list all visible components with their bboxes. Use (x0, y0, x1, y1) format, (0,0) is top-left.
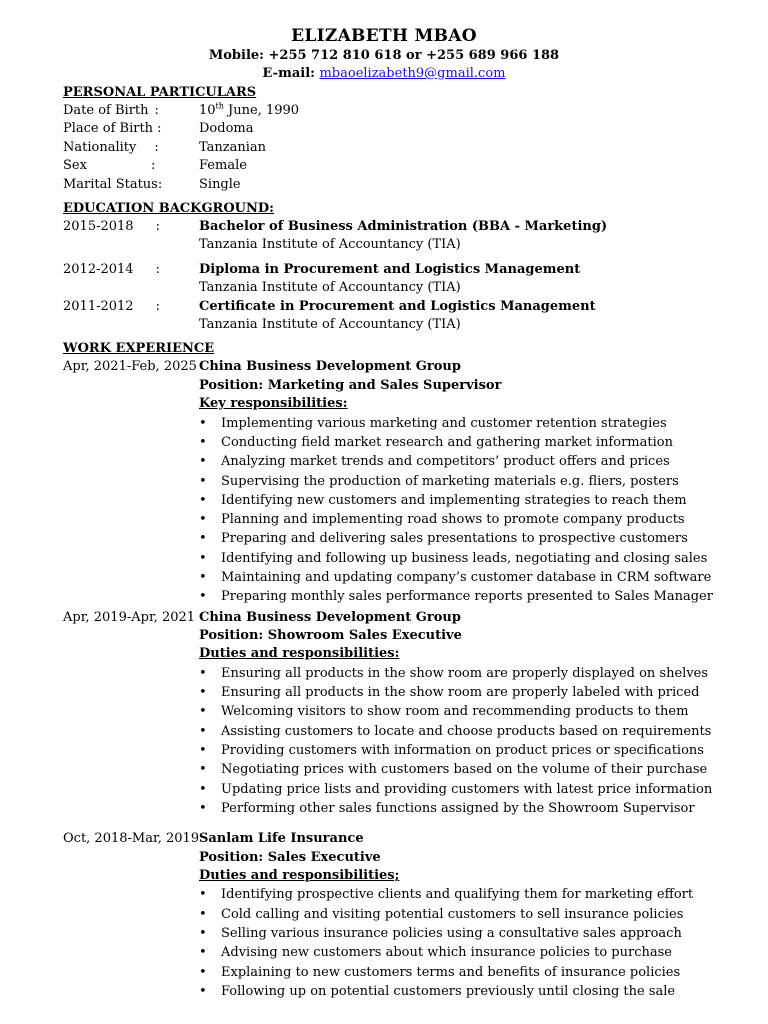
colon: : (150, 158, 156, 174)
education-years: 2015-2018 (63, 219, 134, 235)
job-company: China Business Development Group (199, 609, 461, 625)
job-period: Apr, 2021-Feb, 2025 (63, 359, 197, 375)
sex-label: Sex (63, 158, 87, 174)
email-link[interactable]: mbaoelizabeth9@gmail.com (319, 66, 506, 81)
education-heading: EDUCATION BACKGROUND: (63, 201, 274, 217)
education-title: Diploma in Procurement and Logistics Management (199, 261, 581, 277)
list-item: • Preparing monthly sales performance reports presented to Sales Manager (199, 587, 713, 606)
list-item: • Ensuring all products in the show room are properly labeled with priced (199, 683, 713, 702)
list-item: • Explaining to new customers terms and benefits of insurance policies (199, 963, 713, 982)
nationality-label: Nationality (63, 139, 137, 155)
responsibilities-heading: Duties and responsibilities; (199, 868, 400, 884)
mobile-line (0, 47, 768, 65)
job-position: Position: Showroom Sales Executive (199, 628, 462, 644)
candidate-name: ELIZABETH MBAO (291, 26, 477, 46)
colon: : (155, 298, 160, 314)
pob-label: Place of Birth (63, 121, 154, 137)
job-entry (63, 609, 713, 819)
personal-row-sex (63, 157, 713, 175)
responsibilities-heading: Key responsibilities: (199, 396, 348, 412)
job-company: Sanlam Life Insurance (199, 831, 364, 847)
colon: : (154, 139, 159, 155)
responsibilities-list (63, 664, 713, 818)
list-item: • Cold calling and visiting potential customers to sell insurance policies (199, 905, 713, 924)
education-years: 2012-2014 (63, 261, 134, 277)
list-item: • Assisting customers to locate and choose products based on requirements (199, 722, 713, 741)
list-item: • Welcoming visitors to show room and recommending products to them (199, 702, 713, 721)
email-line (0, 65, 768, 83)
list-item: • Selling various insurance policies using a consultative sales approach (199, 924, 713, 943)
dob-value: 10th June, 1990 (199, 101, 300, 118)
marital-label: Marital Status (63, 176, 158, 192)
personal-row-pob (63, 120, 713, 138)
colon: : (155, 261, 160, 277)
list-item: • Analyzing market trends and competitors’ product offers and prices (199, 452, 713, 471)
job-company: China Business Development Group (199, 359, 461, 375)
list-item: • Identifying and following up business leads, negotiating and closing sales (199, 549, 713, 568)
education-school: Tanzania Institute of Accountancy (TIA) (199, 317, 461, 333)
education-entry (63, 261, 713, 298)
personal-row-marital (63, 176, 713, 194)
colon: : (155, 219, 160, 235)
responsibilities-list (63, 414, 713, 607)
list-item: • Preparing and delivering sales presentations to prospective customers (199, 529, 713, 548)
colon: : (157, 176, 163, 192)
list-item: • Maintaining and updating company’s customer database in CRM software (199, 568, 713, 587)
list-item: • Supervising the production of marketing materials e.g. fliers, posters (199, 472, 713, 491)
personal-row-dob (63, 102, 713, 120)
cv-header (0, 0, 768, 83)
education-title: Bachelor of Business Administration (BBA - Marketing) (199, 219, 608, 235)
list-item: • Providing customers with information on product prices or specifications (199, 741, 713, 760)
list-item: • Planning and implementing road shows to promote company products (199, 510, 713, 529)
education-entry (63, 298, 713, 335)
list-item: • Ensuring all products in the show room are properly displayed on shelves (199, 664, 713, 683)
list-item: • Implementing various marketing and customer retention strategies (199, 414, 713, 433)
email-label: E-mail: (262, 66, 320, 81)
job-entry (63, 830, 713, 1001)
pob-value: Dodoma (199, 121, 254, 137)
nationality-value: Tanzanian (199, 139, 267, 155)
mobile-label: Mobile: (208, 48, 269, 63)
education-years: 2011-2012 (63, 298, 134, 314)
responsibilities-heading: Duties and responsibilities: (199, 646, 400, 662)
list-item: • Following up on potential customers previously until closing the sale (199, 982, 713, 1001)
responsibilities-list (63, 885, 713, 1001)
list-item: • Advising new customers about which insurance policies to purchase (199, 943, 713, 962)
sex-value: Female (199, 158, 247, 174)
work-heading: WORK EXPERIENCE (63, 341, 215, 357)
list-item: • Negotiating prices with customers based on the volume of their purchase (199, 760, 713, 779)
job-entry (63, 358, 713, 606)
education-entry (63, 218, 713, 255)
personal-heading: PERSONAL PARTICULARS (63, 85, 257, 100)
colon: : (157, 121, 162, 137)
job-position: Position: Marketing and Sales Supervisor (199, 377, 502, 393)
education-title: Certificate in Procurement and Logistics Management (199, 298, 596, 314)
list-item: • Identifying new customers and implementing strategies to reach them (199, 491, 713, 510)
dob-label: Date of Birth (63, 103, 149, 118)
list-item: • Updating price lists and providing customers with latest price information (199, 780, 713, 799)
colon: : (154, 103, 159, 118)
education-school: Tanzania Institute of Accountancy (TIA) (199, 237, 461, 253)
list-item: • Identifying prospective clients and qualifying them for marketing effort (199, 885, 713, 904)
mobile-numbers: +255 712 810 618 or +255 689 966 188 (268, 48, 560, 63)
marital-value: Single (199, 176, 241, 192)
education-school: Tanzania Institute of Accountancy (TIA) (199, 280, 461, 296)
job-position: Position: Sales Executive (199, 849, 381, 865)
list-item: • Conducting field market research and gathering market information (199, 433, 713, 452)
job-period: Apr, 2019-Apr, 2021 (63, 609, 196, 625)
personal-row-nationality (63, 139, 713, 157)
job-period: Oct, 2018-Mar, 2019 (63, 831, 200, 847)
list-item: • Performing other sales functions assigned by the Showroom Supervisor (199, 799, 713, 818)
cv-body (63, 84, 713, 1001)
